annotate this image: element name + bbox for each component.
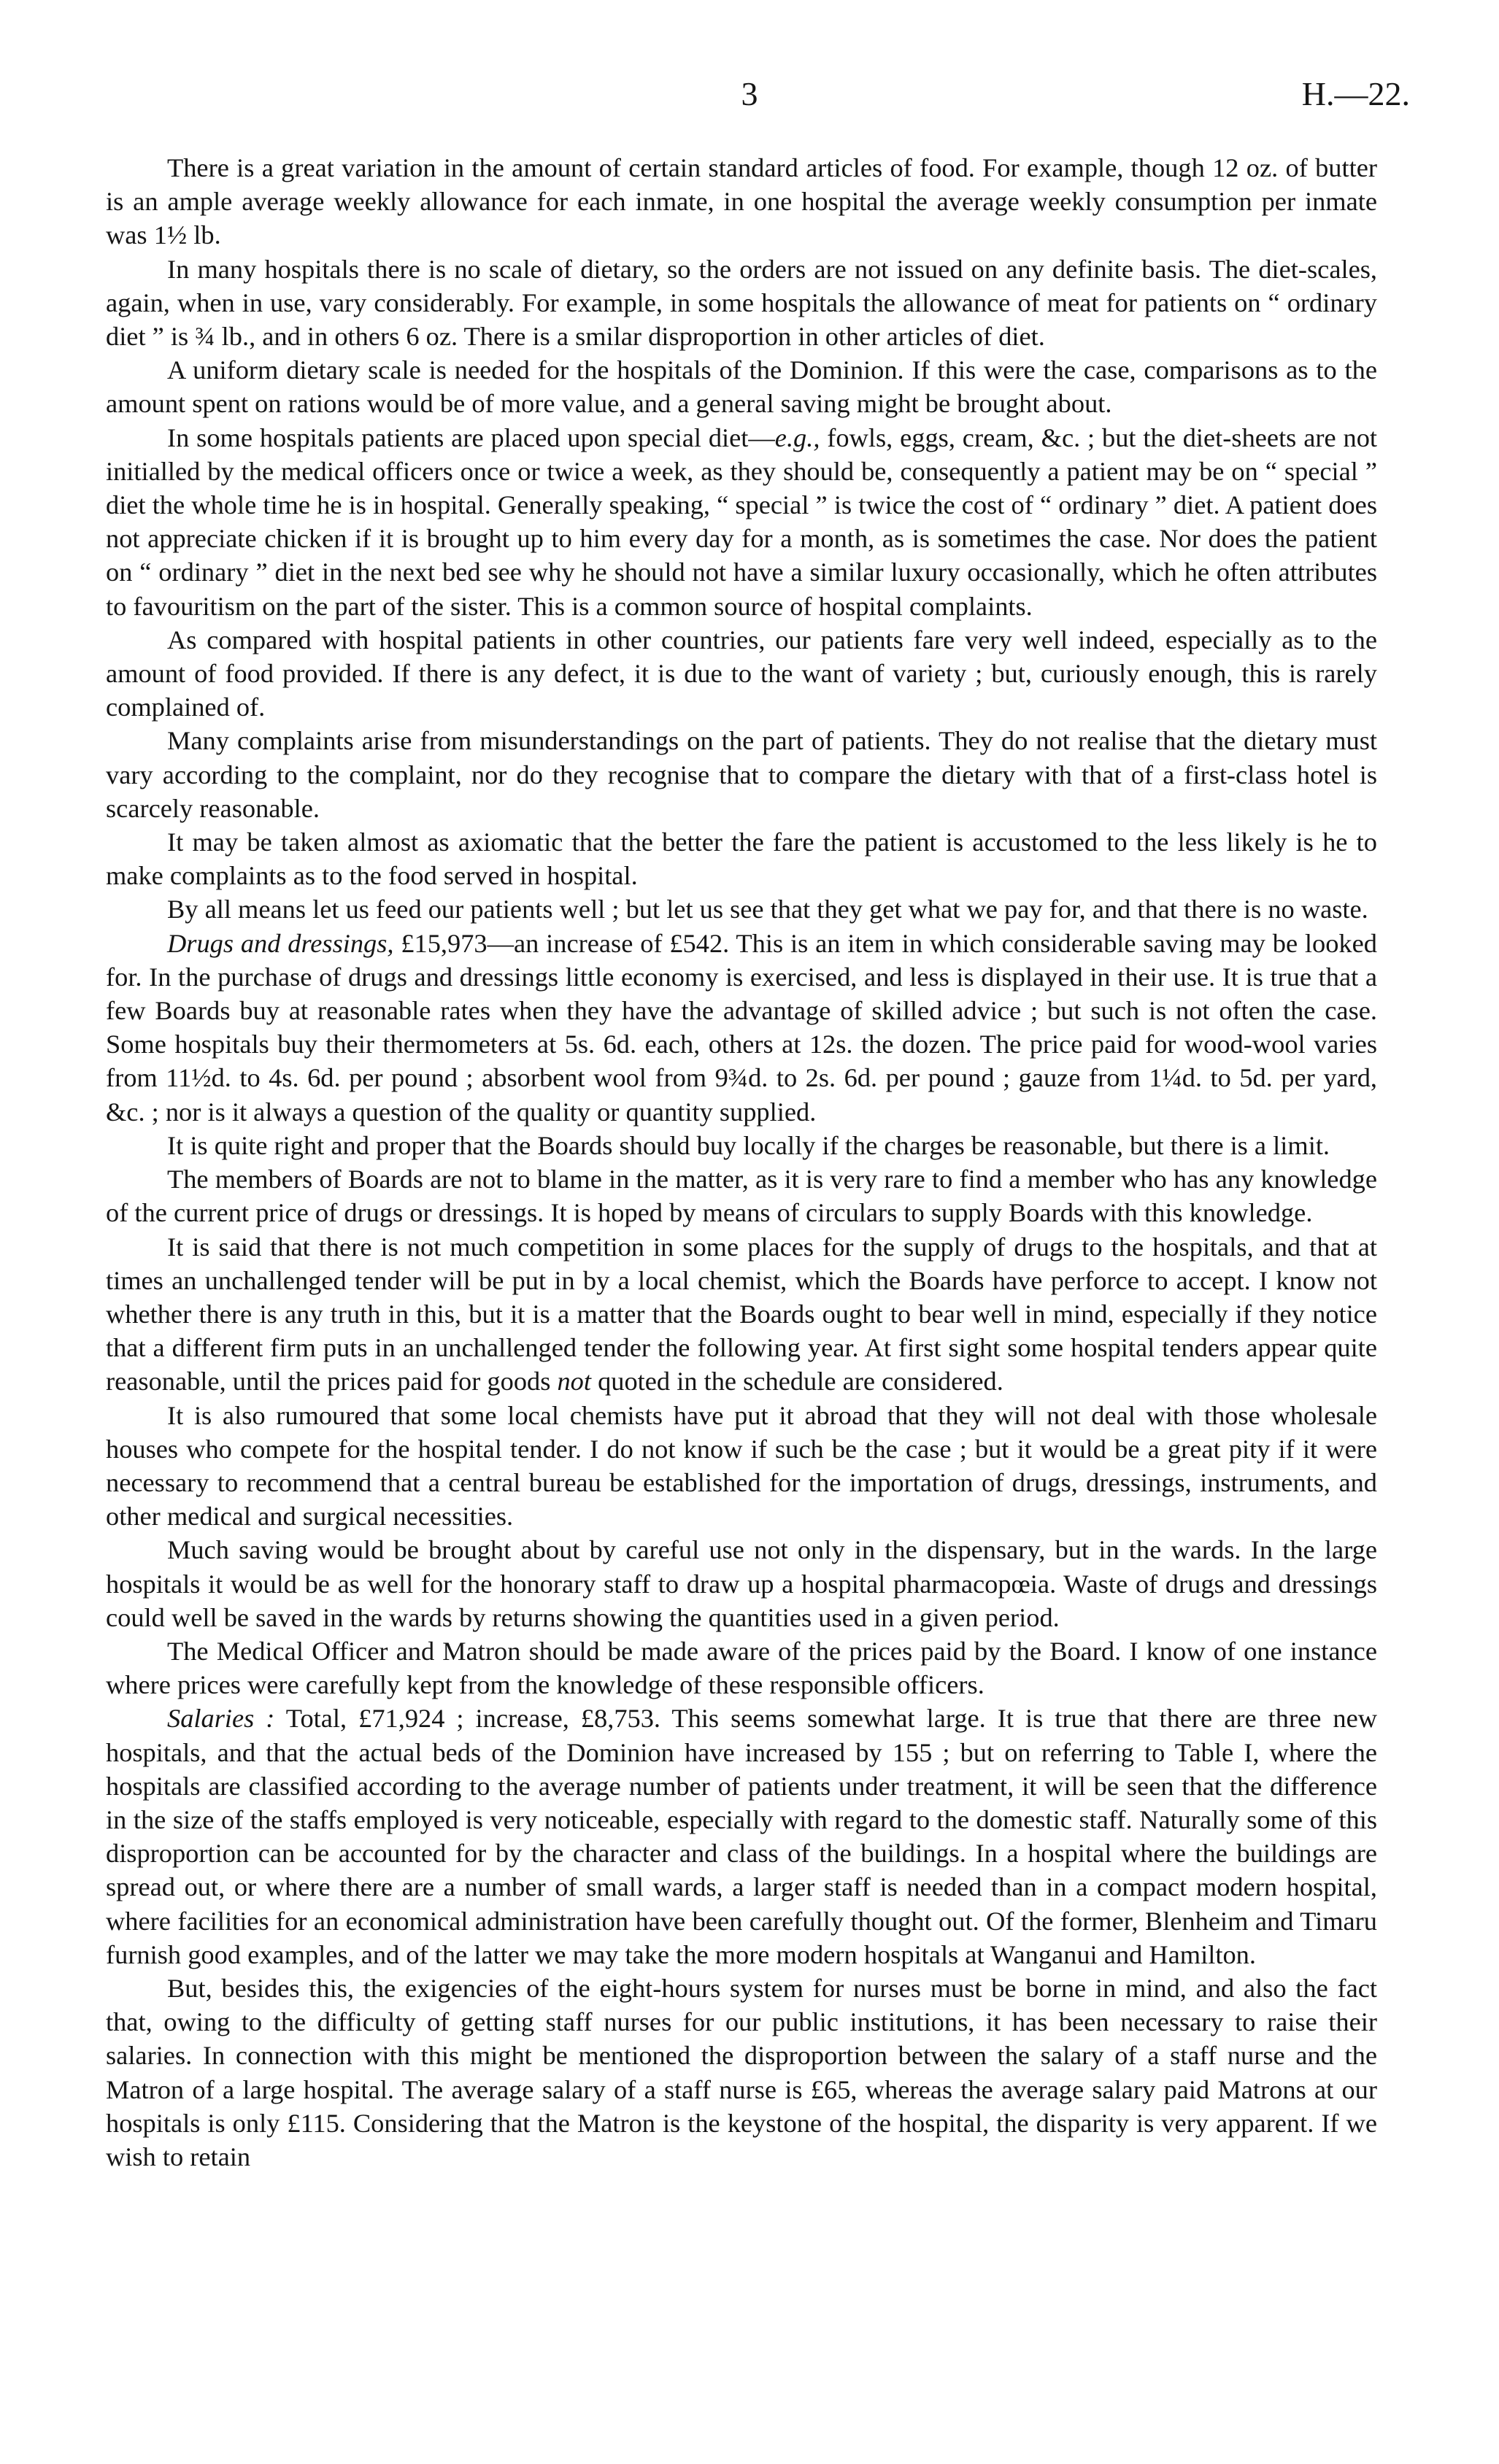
paragraph-prices-aware: The Medical Officer and Matron should be made aware of the prices paid by the Board. I know of one instance where prices were carefully kept from the knowledge of these responsible officers. [106, 1636, 1377, 1700]
paragraph-competition: It is said that there is not much competition in some places for the supply of drugs to the hospitals, and that at times an unchallenged tender will be put in by a local chemist, which the Boards have perforce to accept. I know not whether there is any truth in this, but it is a matter that the Boards ought to bear well in mind, especially if they notice that a different firm puts in an unchallenged tender the following year. At first sight some hospital tenders appear quite reasonable, until the prices paid for goods not quoted in the schedule are considered. [106, 1232, 1377, 1397]
paragraph-saving-wards: Much saving would be brought about by careful use not only in the dispensary, but in the wards. In the large hospitals it would be as well for the honorary staff to draw up a hospital pharmacopœia. Waste of drugs and dressings could well be saved in the wards by returns showing the quantities used in a given period. [106, 1535, 1377, 1632]
paragraph-axiomatic: It may be taken almost as axiomatic that the better the fare the patient is accustomed to the less likely is he to make complaints as to the food served in hospital. [106, 827, 1377, 891]
paragraph-rumoured: It is also rumoured that some local chemists have put it abroad that they will not deal with those wholesale houses who compete for the hospital tender. I do not know if such be the case ; but it would be a great pity if it were necessary to recommend that a central bureau be established for the importation of drugs, dressings, instruments, and other medical and surgical necessities. [106, 1400, 1377, 1532]
document-reference: H.—22. [1301, 75, 1410, 112]
paragraph-special-diet: In some hospitals patients are placed upon special diet—e.g., fowls, eggs, cream, &c. ; but the diet-sheets are not initialled by the medical officers once or twice a week, as they should be, consequently a patient may be on “ special ” diet the whole time he is in hospital. Generally speaking, “ special ” is twice the cost of “ ordinary ” diet. A patient does not appreciate chicken if it is brought up to him every day for a month, as is sometimes the case. Nor does the patient on “ ordinary ” diet in the next bed see why he should not have a similar luxury occasionally, which he often attributes to favouritism on the part of the sister. This is a common source of hospital complaints. [106, 422, 1377, 621]
paragraph-food-variation: There is a great variation in the amount of certain standard articles of food. For example, though 12 oz. of butter is an ample average weekly allowance for each inmate, in one hospital the average weekly consumption per inmate was 1½ lb. [106, 153, 1377, 250]
report-body [106, 151, 1377, 2174]
page-number: 3 [741, 75, 758, 112]
paragraph-buy-locally: It is quite right and proper that the Boards should buy locally if the charges be reasonable, but there is a limit. [167, 1130, 1330, 1160]
paragraph-comparison-other-countries: As compared with hospital patients in other countries, our patients fare very well indeed, especially as to the amount of food provided. If there is any defect, it is due to the want of variety ; but, curiously enough, this is rarely complained of. [106, 625, 1377, 722]
paragraph-complaints: Many complaints arise from misunderstandings on the part of patients. They do not realise that the dietary must vary according to the complaint, nor do they recognise that to compare the dietary with that of a first-class hotel is scarcely reasonable. [106, 726, 1377, 823]
paragraph-eight-hours: But, besides this, the exigencies of the eight-hours system for nurses must be borne in mind, and also the fact that, owing to the difficulty of getting staff nurses for our public institutions, it has been necessary to raise their salaries. In connection with this might be mentioned the disproportion between the salary of a staff nurse and the Matron of a large hospital. The average salary of a staff nurse is £65, whereas the average salary paid Matrons at our hospitals is only £115. Considering that the Matron is the keystone of the hospital, the disparity is very apparent. If we wish to retain [106, 1973, 1377, 2171]
paragraph-uniform-dietary: A uniform dietary scale is needed for the hospitals of the Dominion. If this were the case, comparisons as to the amount spent on rations would be of more value, and a general saving might be brought about. [106, 355, 1377, 419]
paragraph-diet-scales: In many hospitals there is no scale of dietary, so the orders are not issued on any definite basis. The diet-scales, again, when in use, vary considerably. For example, in some hospitals the allowance of meat for patients on “ ordinary diet ” is ¾ lb., and in others 6 oz. There is a smilar disproportion in other articles of diet. [106, 254, 1377, 352]
paragraph-boards-knowledge: The members of Boards are not to blame in the matter, as it is very rare to find a member who has any knowledge of the current price of drugs or dressings. It is hoped by means of circulars to supply Boards with this knowledge. [106, 1165, 1377, 1228]
paragraph-drugs-dressings: Drugs and dressings, £15,973—an increase of £542. This is an item in which considerable saving may be looked for. In the purchase of drugs and dressings little economy is exercised, and less is displayed in their use. It is true that a few Boards buy at reasonable rates when they have the advantage of skilled advice ; but such is not often the case. Some hospitals buy their thermometers at 5s. 6d. each, others at 12s. the dozen. The price paid for wood-wool varies from 11½d. to 4s. 6d. per pound ; absorbent wool from 9¾d. to 2s. 6d. per pound ; gauze from 1¼d. to 5d. per yard, &c. ; nor is it always a question of the quality or quantity supplied. [106, 928, 1377, 1127]
paragraph-feed-patients: By all means let us feed our patients well ; but let us see that they get what we pay for, and that there is no waste. [167, 895, 1368, 924]
paragraph-salaries: Salaries : Total, £71,924 ; increase, £8,753. This seems somewhat large. It is true that there are three new hospitals, and that the actual beds of the Dominion have increased by 155 ; but on referring to Table I, where the hospitals are classified according to the average number of patients under treatment, it will be seen that the difference in the size of the staffs employed is very noticeable, especially with regard to the domestic staff. Naturally some of this disproportion can be accounted for by the character and class of the buildings. In a hospital where the buildings are spread out, or where there are a number of small wards, a larger staff is needed than in a compact modern hospital, where facilities for an economical administration have been carefully thought out. Of the former, Blenheim and Timaru furnish good examples, and of the latter we may take the more modern hospitals at Wanganui and Hamilton. [106, 1704, 1378, 1969]
